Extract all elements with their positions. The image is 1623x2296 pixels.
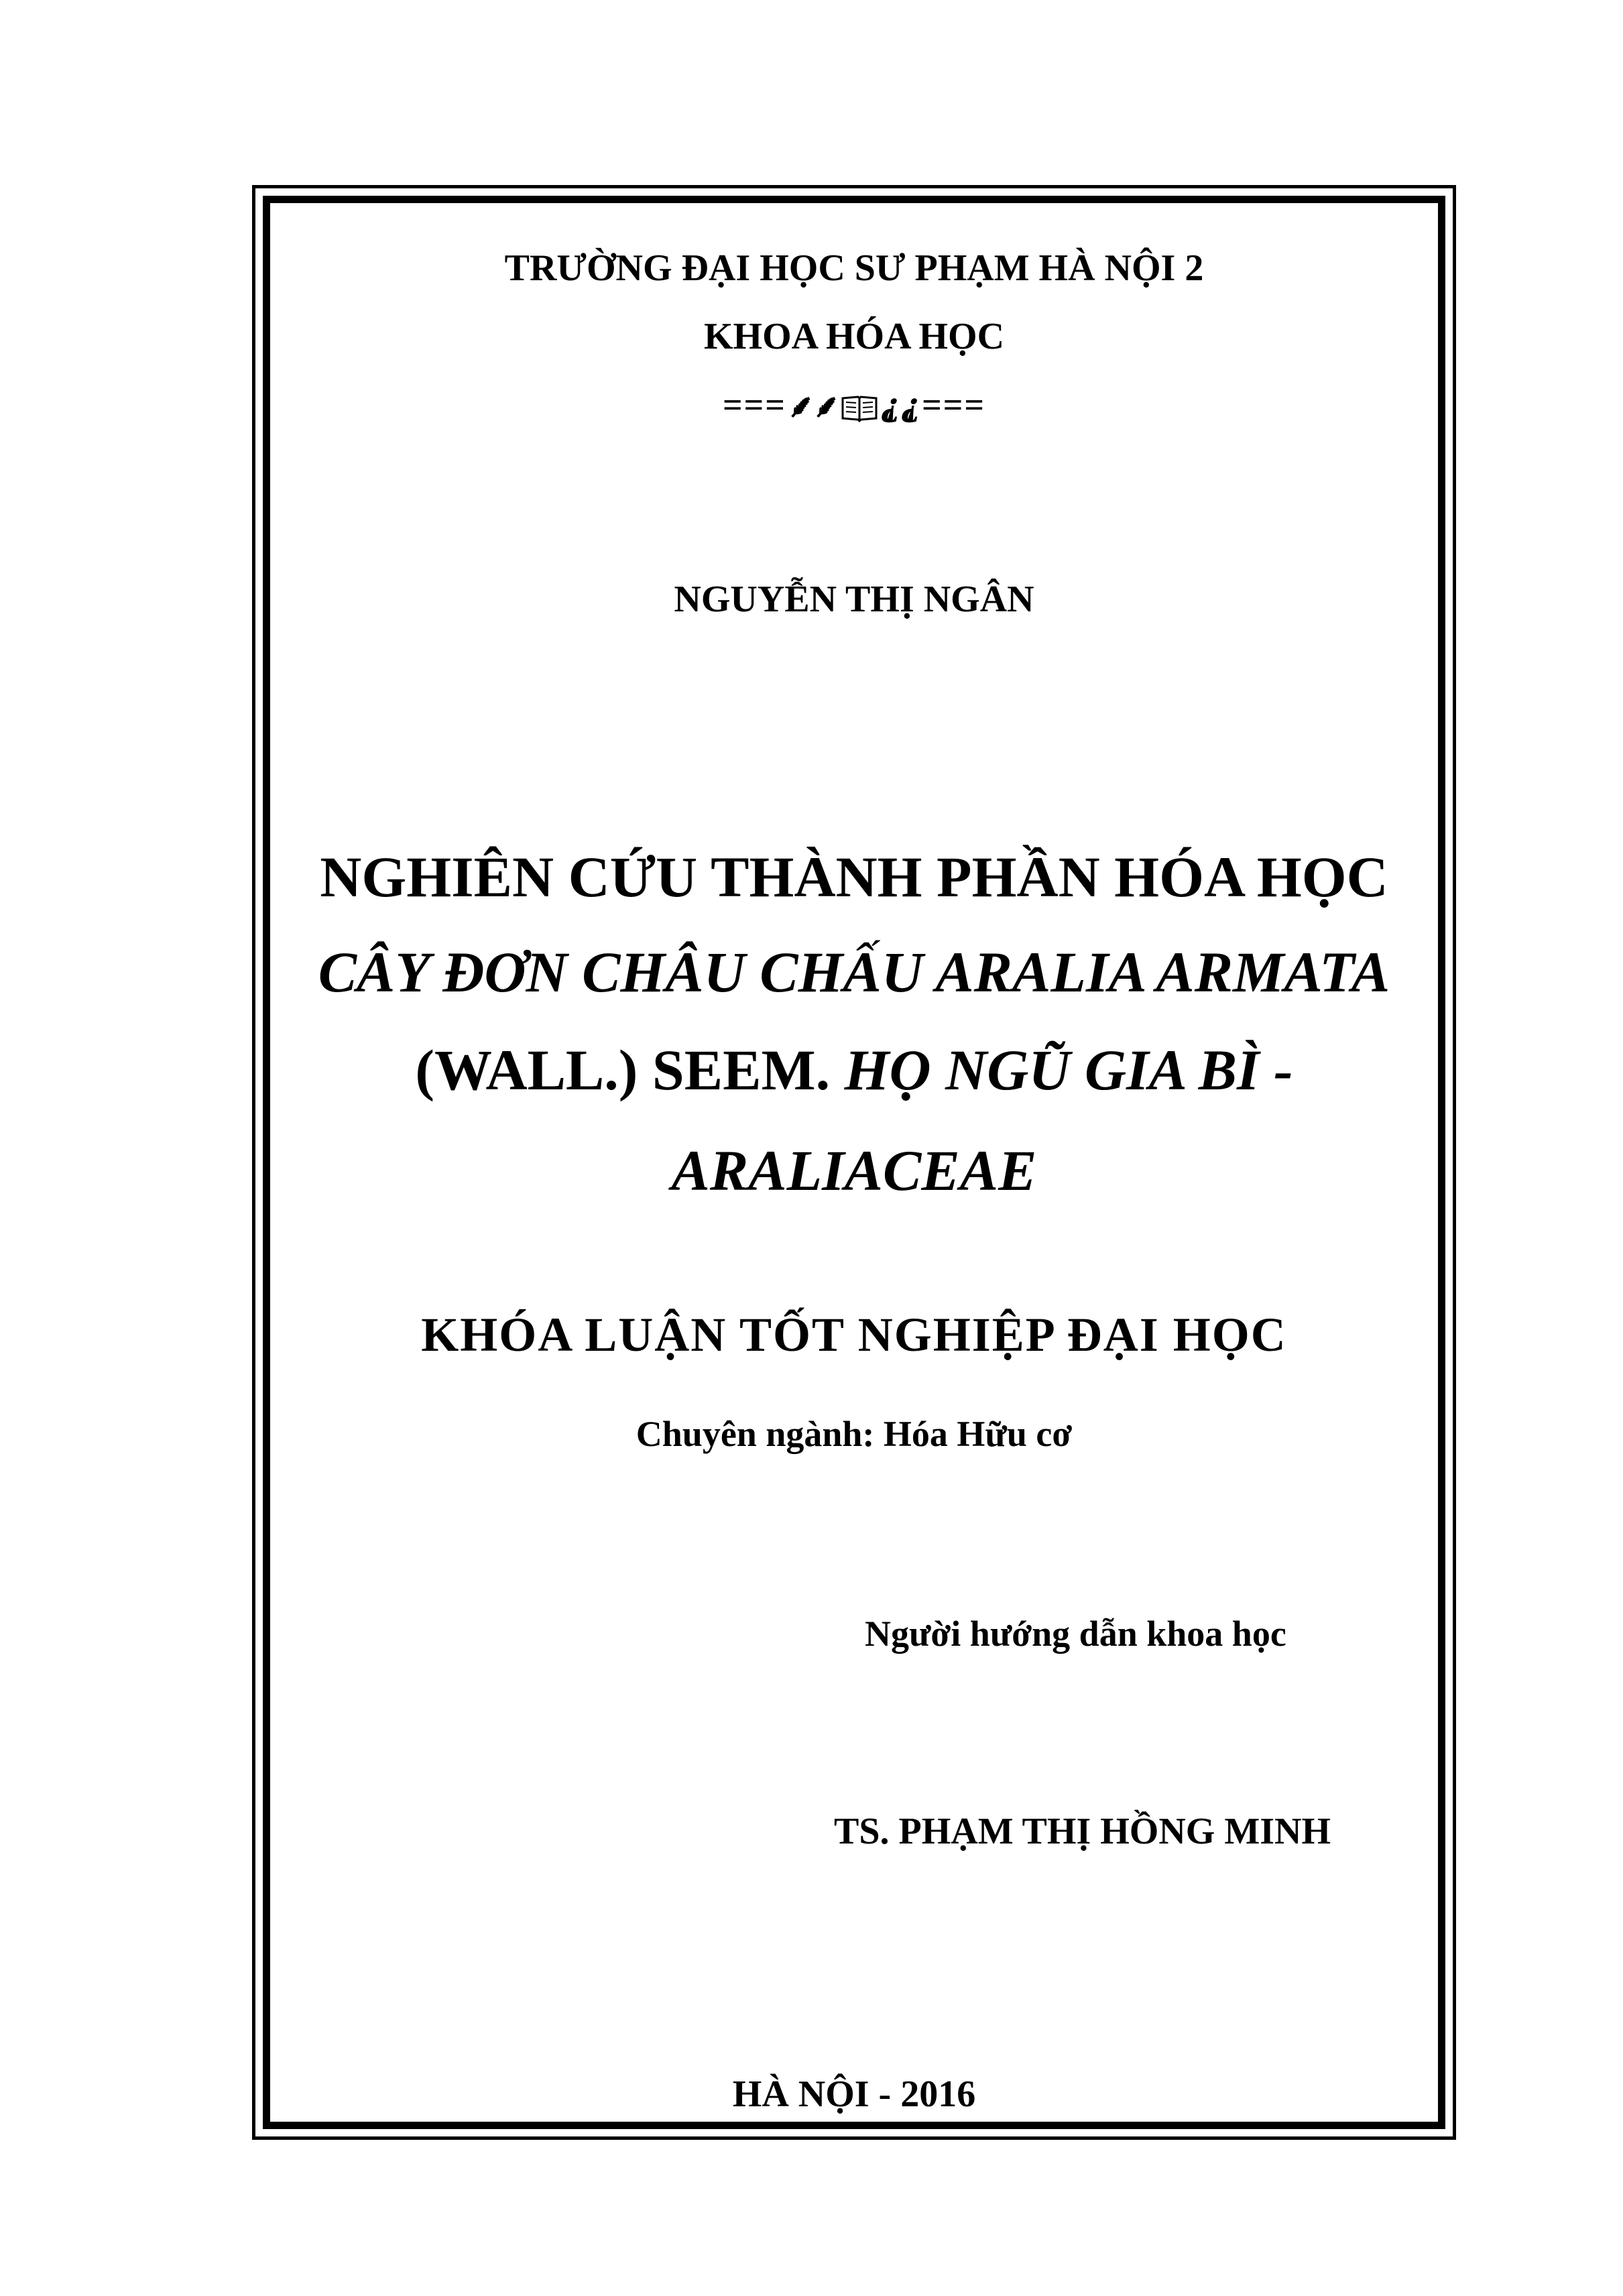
ornament-divider — [263, 383, 1445, 427]
advisor-name: TS. PHẠM THỊ HỒNG MINH — [834, 1811, 1331, 1852]
title-line-3 — [263, 1036, 1445, 1103]
ornament-right: === — [922, 386, 986, 424]
ornament-mark-left: ⸙⸙ — [786, 389, 837, 424]
title-line-4: ARALIACEAE — [671, 1138, 1037, 1203]
title-line-1: NGHIÊN CỨU THÀNH PHẦN HÓA HỌC — [320, 845, 1388, 909]
faculty-name: KHOA HÓA HỌC — [703, 316, 1005, 357]
ornament-left: === — [722, 386, 786, 424]
place-year: HÀ NỘI - 2016 — [732, 2073, 976, 2115]
university-name: TRƯỜNG ĐẠI HỌC SƯ PHẠM HÀ NỘI 2 — [504, 247, 1204, 289]
title-line-3-italic: HỌ NGŨ GIA BÌ - — [844, 1038, 1293, 1102]
major-line: Chuyên ngành: Hóa Hữu cơ — [636, 1414, 1073, 1454]
title-line-3-regular: (WALL.) SEEM. — [415, 1038, 845, 1102]
open-book-icon — [840, 391, 879, 420]
ornament-mark-right: ⸘⸘ — [881, 387, 922, 424]
author-name: NGUYỄN THỊ NGÂN — [674, 579, 1034, 620]
thesis-type: KHÓA LUẬN TỐT NGHIỆP ĐẠI HỌC — [421, 1308, 1287, 1362]
title-line-2: CÂY ĐƠN CHÂU CHẤU ARALIA ARMATA — [318, 940, 1390, 1004]
advisor-label: Người hướng dẫn khoa học — [865, 1614, 1286, 1654]
